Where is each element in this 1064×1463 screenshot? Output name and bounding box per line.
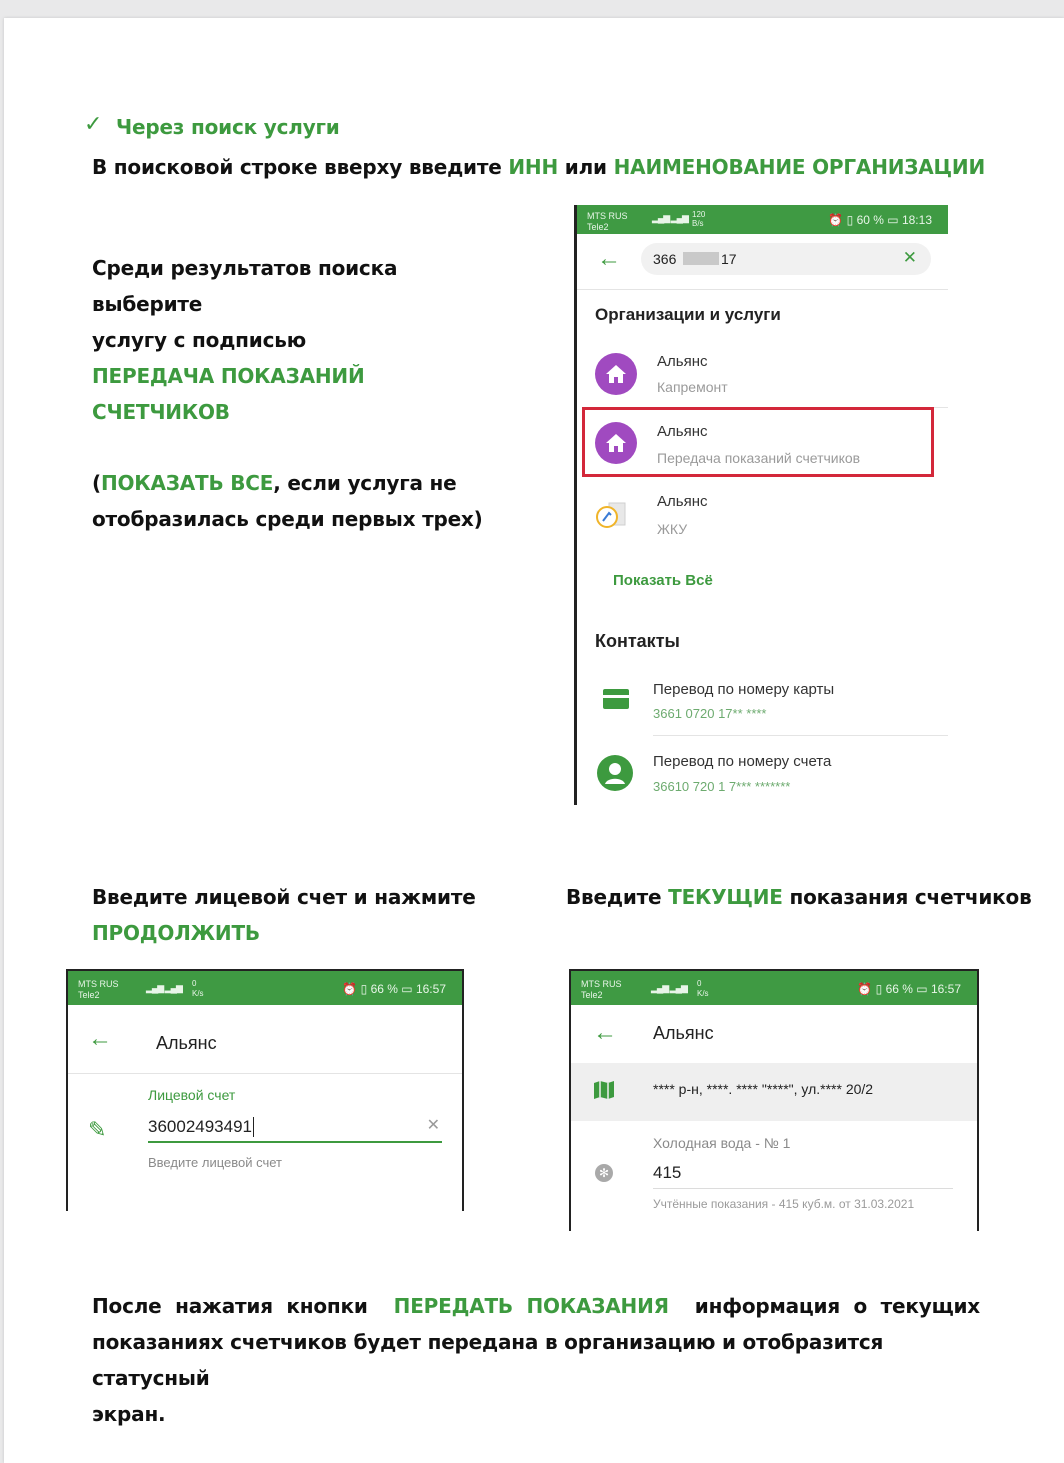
section-heading: Через поиск услуги	[116, 115, 340, 139]
redacted-block	[683, 252, 719, 265]
section-orgs-title: Организации и услуги	[595, 305, 781, 324]
continue-highlight: ПРОДОЛЖИТЬ	[92, 921, 260, 945]
note-rest-b: отобразилась среди первых трех)	[92, 507, 483, 531]
address-text: **** р-н, ****. **** "****", ул.**** 20/2	[653, 1081, 874, 1097]
org-name: Альянс	[657, 493, 708, 510]
status-bar	[68, 971, 462, 1005]
home-icon	[595, 422, 637, 464]
contact-title: Перевод по номеру счета	[653, 753, 832, 770]
current-highlight: ТЕКУЩИЕ	[668, 885, 783, 909]
meter-note: Учтённые показания - 415 куб.м. от 31.03.2021	[653, 1197, 915, 1211]
step2-text	[92, 879, 476, 951]
clear-icon[interactable]: ✕	[426, 1117, 440, 1134]
status-bar	[571, 971, 977, 1005]
contact-number: 3661 0720 17** ****	[653, 706, 767, 721]
divider	[653, 735, 948, 736]
net-speed	[697, 979, 709, 999]
outro-line1	[92, 1288, 980, 1324]
intro-text: В поисковой строке вверху введите	[92, 155, 509, 179]
contact-title: Перевод по номеру карты	[653, 681, 835, 698]
step3-text	[566, 879, 1032, 915]
intro-instruction	[92, 149, 985, 185]
map-icon	[593, 1081, 615, 1099]
carrier-2: Tele2	[581, 990, 603, 1000]
status-bar	[577, 205, 948, 234]
net-speed-unit: B/s	[692, 219, 704, 228]
home-icon	[595, 353, 637, 395]
outro-text	[92, 1288, 980, 1432]
submit-readings-highlight: ПЕРЕДАТЬ ПОКАЗАНИЯ	[393, 1294, 669, 1318]
screen-title: Альянс	[156, 1033, 217, 1053]
account-value: 36002493491	[148, 1117, 253, 1136]
meter-label: Холодная вода - № 1	[653, 1135, 791, 1151]
status-right: ⏰ ▯ 60 % ▭ 18:13	[828, 213, 932, 227]
back-arrow-icon[interactable]: ←	[88, 1025, 112, 1052]
note-rest-a: , если услуга не	[273, 471, 457, 495]
screen-title: Альянс	[653, 1023, 714, 1043]
carrier-info	[581, 979, 622, 1001]
service-name-highlight: ПЕРЕДАЧА ПОКАЗАНИЙ СЧЕТЧИКОВ	[92, 364, 365, 424]
show-all-link[interactable]: Показать Всё	[613, 572, 713, 589]
outro-b: информация о текущих	[681, 1294, 980, 1318]
address-row	[571, 1063, 979, 1121]
net-speed-value: 0	[192, 979, 197, 988]
carrier-2: Tele2	[587, 222, 609, 232]
check-mark-icon: ✓	[84, 112, 103, 137]
net-speed	[192, 979, 204, 999]
show-all-highlight: ПОКАЗАТЬ ВСЕ	[100, 471, 274, 495]
contact-number: 36610 720 1 7*** *******	[653, 779, 791, 794]
carrier-2: Tele2	[78, 990, 100, 1000]
inn-highlight: ИНН	[508, 155, 559, 179]
org-service: ЖКУ	[657, 521, 688, 537]
step3-a: Введите	[566, 885, 669, 909]
org-result-meter-readings[interactable]	[577, 410, 948, 474]
carrier-1: MTS RUS	[78, 979, 119, 989]
divider	[577, 289, 948, 290]
clear-icon[interactable]: ✕	[902, 248, 917, 267]
net-speed-value: 120	[692, 210, 706, 219]
org-name: Альянс	[657, 353, 708, 370]
net-speed-unit: K/s	[192, 989, 204, 998]
carrier-1: MTS RUS	[587, 211, 628, 221]
phone-screenshot-readings	[569, 969, 979, 1231]
person-icon	[597, 755, 633, 791]
org-result-capremont[interactable]	[577, 343, 948, 405]
phone-screenshot-search	[574, 205, 948, 805]
org-result-zhku[interactable]	[577, 485, 948, 549]
step3-b: показания счетчиков	[782, 885, 1032, 909]
account-hint: Введите лицевой счет	[148, 1155, 282, 1170]
contact-card-transfer[interactable]	[577, 673, 948, 735]
card-icon	[603, 689, 629, 709]
step2-line1: Введите лицевой счет и нажмите	[92, 885, 476, 909]
org-name: Альянс	[657, 423, 708, 440]
outro-line3: экран.	[92, 1402, 166, 1426]
carrier-info	[587, 211, 628, 233]
back-arrow-icon[interactable]: ←	[593, 1019, 617, 1046]
signal-icon: ▂▄▆ ▂▄▆	[651, 983, 687, 993]
contact-account-transfer[interactable]	[577, 745, 948, 805]
org-service: Передача показаний счетчиков	[657, 450, 861, 466]
step1-line2: услугу с подписью	[92, 328, 306, 352]
search-value-end: 17	[721, 251, 737, 267]
carrier-1: MTS RUS	[581, 979, 622, 989]
phone-screenshot-account	[66, 969, 464, 1211]
org-name-highlight: НАИМЕНОВАНИЕ ОРГАНИЗАЦИИ	[613, 155, 985, 179]
section-contacts-title: Контакты	[595, 631, 680, 651]
meter-icon: ✻	[595, 1164, 613, 1182]
meter-reading-input[interactable]	[653, 1159, 953, 1189]
utility-icon	[595, 501, 625, 531]
status-right: ⏰ ▯ 66 % ▭ 16:57	[857, 982, 961, 996]
account-field-label: Лицевой счет	[148, 1087, 236, 1103]
net-speed-value: 0	[697, 979, 702, 988]
divider	[68, 1073, 462, 1074]
step1-text	[92, 250, 497, 537]
net-speed	[692, 210, 705, 228]
intro-or: или	[558, 155, 614, 179]
signal-icon: ▂▄▆ ▂▄▆	[146, 983, 182, 993]
net-speed-unit: K/s	[697, 989, 709, 998]
carrier-info	[78, 979, 119, 1001]
meter-value: 415	[653, 1163, 682, 1182]
org-service: Капремонт	[657, 379, 728, 395]
status-right: ⏰ ▯ 66 % ▭ 16:57	[342, 982, 446, 996]
signal-icon: ▂▄▆ ▂▄▆	[652, 213, 688, 223]
back-arrow-icon[interactable]: ←	[597, 245, 621, 272]
step1-line1: Среди результатов поиска выберите	[92, 256, 398, 316]
account-input[interactable]	[148, 1109, 442, 1143]
step1-show-all-note	[92, 465, 497, 501]
search-input[interactable]	[641, 243, 931, 275]
paren: (	[92, 471, 101, 495]
search-value-start: 366	[653, 251, 677, 267]
pencil-icon: ✎	[88, 1117, 107, 1142]
outro-line2: показаниях счетчиков будет передана в организацию и отобразится статусный	[92, 1330, 884, 1390]
outro-a: После нажатия кнопки	[92, 1294, 382, 1318]
